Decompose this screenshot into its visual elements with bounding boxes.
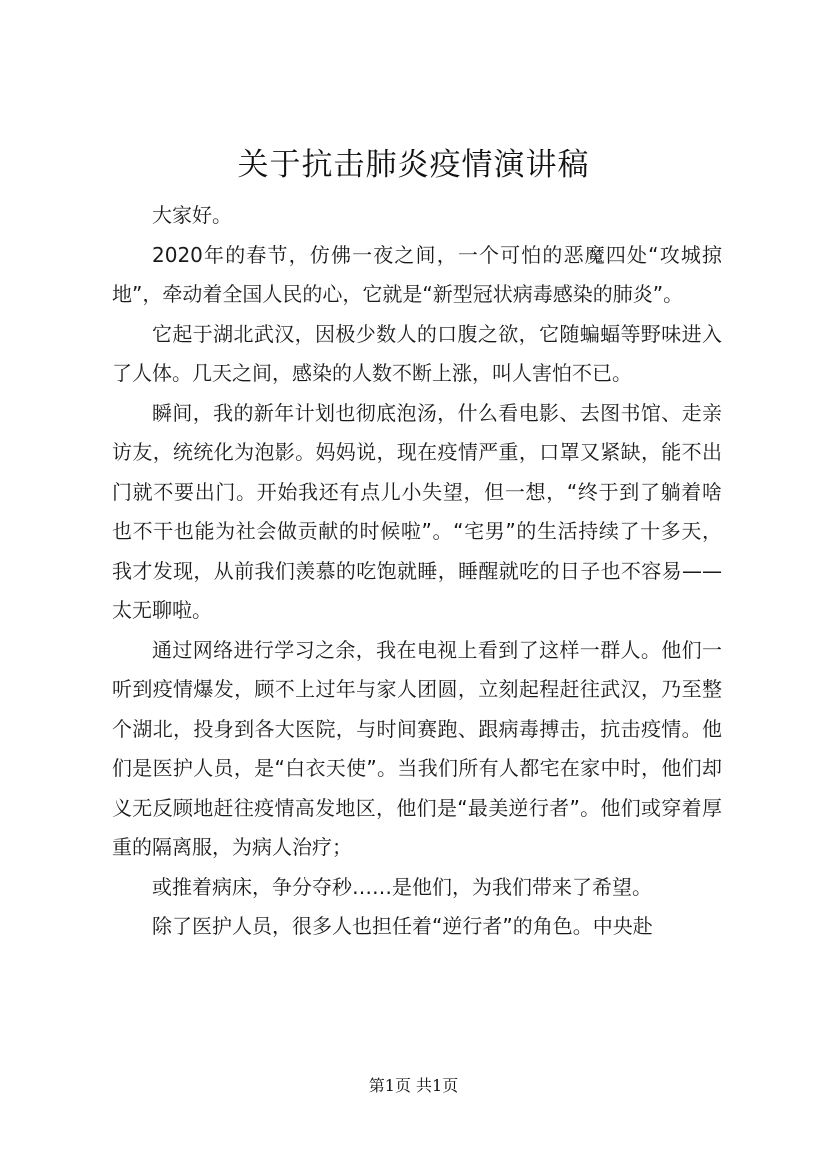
paragraph-stay-home: 瞬间，我的新年计划也彻底泡汤，什么看电影、去图书馆、走亲访友，统统化为泡影。妈妈说，现在疫情严重，口罩又紧缺，能不出门就不要出门。开始我还有点儿小失望，但一想，“终于到了躺着啥也不干也能为社会做贡献的时候啦”。“宅男”的生活持续了十多天，我才发现，从前我们羡慕的吃饱就睡，睡醒就吃的日子也不容易——太无聊啦。: [112, 400, 722, 622]
document-body: [112, 196, 722, 947]
paragraph-spring-festival: 2020年的春节，仿佛一夜之间，一个可怕的恶魔四处“攻城掠地”，牵动着全国人民的心，它就是“新型冠状病毒感染的肺炎”。: [112, 242, 722, 306]
paragraph-hope: 或推着病床，争分夺秒……是他们，为我们带来了希望。: [152, 874, 652, 899]
paragraph-other-heroes: 除了医护人员，很多人也担任着“逆行者”的角色。中央赴: [152, 914, 653, 938]
paragraph-origin: 它起于湖北武汉，因极少数人的口腹之欲，它随蝙蝠等野味进入了人体。几天之间，感染的人数不断上涨，叫人害怕不已。: [112, 321, 722, 385]
paragraph-medical-staff: 通过网络进行学习之余，我在电视上看到了这样一群人。他们一听到疫情爆发，顾不上过年与家人团圆，立刻起程赶往武汉，乃至整个湖北，投身到各大医院，与时间赛跑、跟病毒搏击，抗击疫情。他们是医护人员，是“白衣天使”。当我们所有人都宅在家中时，他们却义无反顾地赶往疫情高发地区，他们是“最美逆行者”。他们或穿着厚重的隔离服，为病人治疗；: [112, 637, 722, 859]
document-title: 关于抗击肺炎疫情演讲稿: [237, 147, 590, 183]
page-number-footer: 第1页 共1页: [368, 1076, 459, 1095]
paragraph-greeting: 大家好。: [152, 203, 232, 227]
